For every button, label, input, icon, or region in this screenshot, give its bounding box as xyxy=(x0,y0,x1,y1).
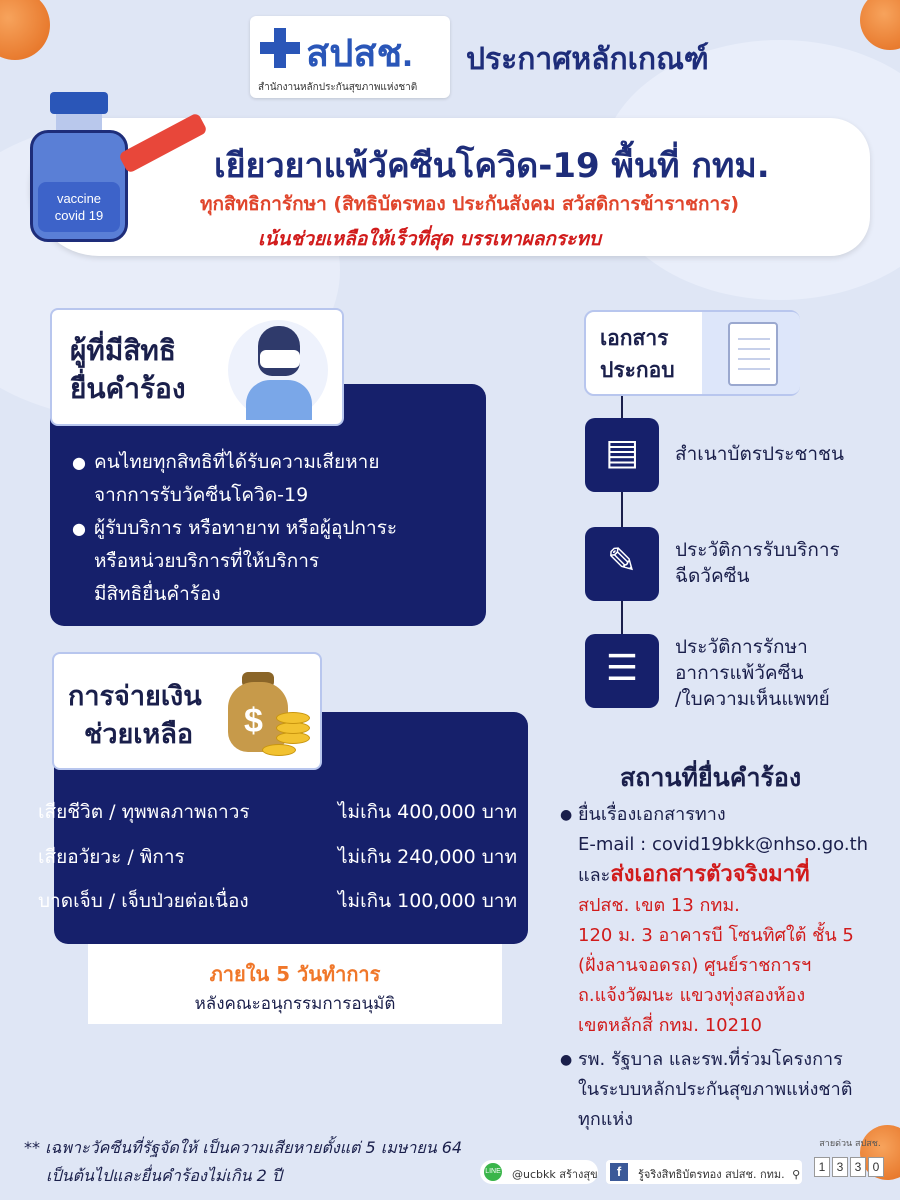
payment-amount: ไม่เกิน 400,000 บาท xyxy=(338,801,517,823)
section-title-line: ยื่นคำร้อง xyxy=(70,372,186,405)
hotline xyxy=(812,1136,888,1192)
payment-label: เสียอวัยวะ / พิการ xyxy=(38,846,185,868)
submission-place xyxy=(560,800,890,1135)
hotline-digit: 3 xyxy=(850,1157,866,1177)
document-text: อาการแพ้วัคซีน xyxy=(675,662,804,684)
document-text: ประวัติการรักษา xyxy=(675,636,808,658)
place-text: ทุกแห่ง xyxy=(578,1109,634,1130)
hotline-label: สายด่วน สปสช. xyxy=(819,1139,881,1149)
list-item-text: มีสิทธิยื่นคำร้อง xyxy=(94,583,221,605)
section-title-line: การจ่ายเงิน xyxy=(68,681,202,712)
document-item xyxy=(675,634,830,712)
place-text: รพ. รัฐบาล และรพ.ที่ร่วมโครงการ xyxy=(578,1049,843,1070)
payment-condition: หลังคณะอนุกรรมการอนุมัติ xyxy=(194,994,396,1014)
address-line: 120 ม. 3 อาคารบี โซนทิศใต้ ชั้น 5 xyxy=(578,925,854,946)
facebook-icon: f xyxy=(610,1163,628,1181)
submission-place-title: สถานที่ยื่นคำร้อง xyxy=(620,763,802,792)
section-title-line: เอกสาร xyxy=(600,326,669,350)
eligibility-header xyxy=(50,308,344,426)
vaccine-bottle-icon xyxy=(20,92,130,242)
place-text xyxy=(560,860,890,891)
list-item xyxy=(560,1045,890,1135)
money-bag-icon: $ xyxy=(224,666,314,758)
document-text: สำเนาบัตรประชาชน xyxy=(675,443,844,465)
list-item xyxy=(560,800,890,830)
address-line: (ฝั่งลานจอดรถ) ศูนย์ราชการฯ xyxy=(578,955,812,976)
eligibility-list xyxy=(72,446,472,611)
hotline-digit: 3 xyxy=(832,1157,848,1177)
nhso-logo xyxy=(250,16,450,98)
place-text: ในระบบหลักประกันสุขภาพแห่งชาติ xyxy=(578,1079,853,1100)
payment-amount: ไม่เกิน 100,000 บาท xyxy=(338,890,517,912)
banner-title: เยียวยาแพ้วัคซีนโควิด-19 พื้นที่ กทม. xyxy=(214,146,770,186)
section-title xyxy=(68,678,202,754)
cross-icon xyxy=(260,28,300,68)
section-title-line: ช่วยเหลือ xyxy=(84,719,194,750)
list-item-text: ผู้รับบริการ หรือทายาท หรือผู้อุปการะ xyxy=(94,517,398,539)
banner-subtitle: ทุกสิทธิการักษา (สิทธิบัตรทอง ประกันสังคม สวัสดิการข้าราชการ) xyxy=(200,193,740,215)
footnote-line: เป็นต้นไปและยื่นคำร้องไม่เกิน 2 ปี xyxy=(46,1166,283,1185)
bottle-label: vaccine xyxy=(56,191,102,206)
section-title-line: ประกอบ xyxy=(600,358,675,382)
search-icon: ⚲ xyxy=(792,1168,801,1181)
place-highlight: ส่งเอกสารตัวจริงมาที่ xyxy=(610,862,810,887)
footnote xyxy=(24,1134,462,1190)
line-icon: LINE xyxy=(484,1163,502,1181)
list-item-text: หรือหน่วยบริการที่ให้บริการ xyxy=(94,550,320,572)
address-line: สปสช. เขต 13 กทม. xyxy=(578,895,740,916)
section-title-line: ผู้ที่มีสิทธิ xyxy=(70,334,176,367)
notepad-icon xyxy=(728,322,778,386)
id-card-icon: ▤ xyxy=(585,418,659,492)
email-address[interactable]: E-mail : covid19bkk@nhso.go.th xyxy=(578,834,869,855)
virus-icon xyxy=(0,0,50,60)
payment-timing: ภายใน 5 วันทำการ xyxy=(209,962,381,986)
document-text: ฉีดวัคซีน xyxy=(675,565,750,587)
medical-record-icon: ☰ xyxy=(585,634,659,708)
list-item xyxy=(72,512,472,611)
payment-timing-note xyxy=(88,944,502,1024)
footnote-line: ** เฉพาะวัคซีนที่รัฐจัดให้ เป็นความเสียหายตั้งแต่ 5 เมษายน 64 xyxy=(24,1138,463,1157)
document-text: /ใบความเห็นแพทย์ xyxy=(675,688,830,710)
address-line: เขตหลักสี่ กทม. 10210 xyxy=(578,1015,762,1036)
address-line: ถ.แจ้งวัฒนะ แขวงทุ่งสองห้อง xyxy=(578,985,806,1006)
payment-label: เสียชีวิต / ทุพพลภาพถาวร xyxy=(38,801,250,823)
hotline-digit: 1 xyxy=(814,1157,830,1177)
list-item-text: จากการรับวัคซีนโควิด-19 xyxy=(94,484,309,506)
section-title xyxy=(600,322,675,386)
line-account-text: @ucbkk สร้างสุข xyxy=(512,1168,598,1181)
list-item xyxy=(72,446,472,512)
list-item-text: คนไทยทุกสิทธิที่ได้รับความเสียหาย xyxy=(94,451,380,473)
facebook-page-text: รู้จริงสิทธิบัตรทอง สปสช. กทม. xyxy=(638,1168,785,1181)
hotline-digit: 0 xyxy=(868,1157,884,1177)
document-item xyxy=(675,441,844,467)
page-title: ประกาศหลักเกณฑ์ xyxy=(466,42,709,77)
section-title xyxy=(70,332,186,408)
logo-subtitle: สำนักงานหลักประกันสุขภาพแห่งชาติ xyxy=(258,82,418,93)
banner-tagline: เน้นช่วยเหลือให้เร็วที่สุด บรรเทาผลกระทบ xyxy=(258,228,601,250)
document-text: ประวัติการรับบริการ xyxy=(675,539,840,561)
payment-header xyxy=(52,652,322,770)
person-mask-icon xyxy=(228,320,328,420)
virus-icon xyxy=(860,0,900,50)
payment-label: บาดเจ็บ / เจ็บป่วยต่อเนื่อง xyxy=(38,890,249,912)
payment-amount: ไม่เกิน 240,000 บาท xyxy=(338,846,517,868)
place-text: และ xyxy=(578,865,611,886)
line-account[interactable] xyxy=(480,1160,598,1184)
logo-name: สปสช. xyxy=(306,33,413,75)
bottle-label: covid 19 xyxy=(54,208,104,223)
documents-header xyxy=(584,310,800,396)
place-text: ยื่นเรื่องเอกสารทาง xyxy=(578,804,726,825)
hotline-number xyxy=(814,1156,886,1177)
syringe-icon: ✎ xyxy=(585,527,659,601)
facebook-page[interactable] xyxy=(606,1160,802,1184)
document-item xyxy=(675,537,840,589)
